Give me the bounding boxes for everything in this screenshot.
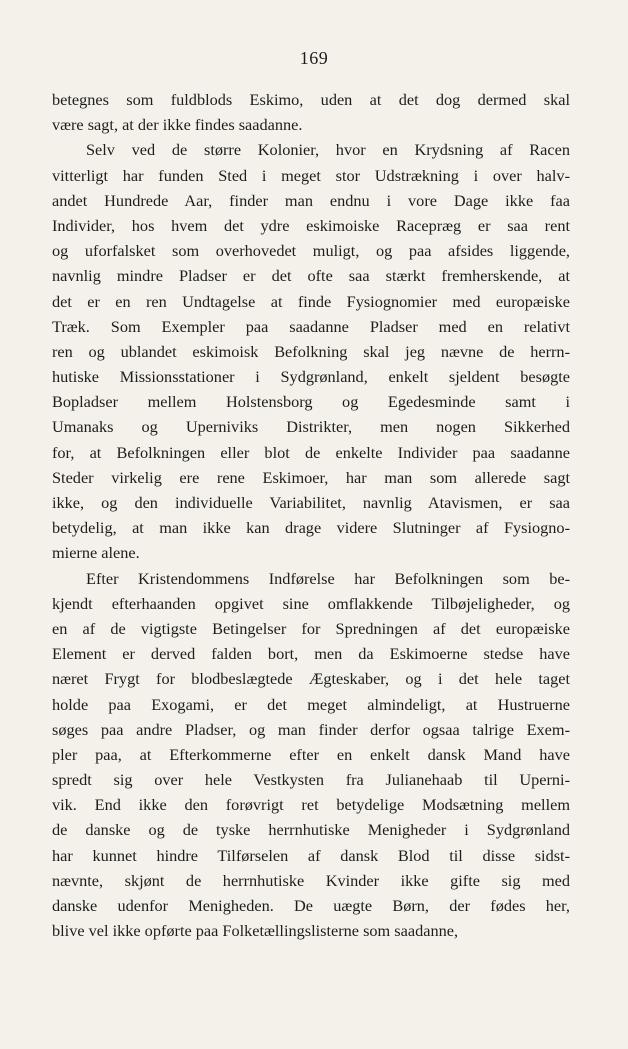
text-line: næret Frygt for blodbeslægtede Ægteskaber, og i det hele taget <box>52 669 570 689</box>
text-line: betegnes som fuldblods Eskimo, uden at det dog dermed skal <box>52 90 570 109</box>
text-line: navnlig mindre Pladser er det ofte saa stærkt fremherskende, at <box>52 266 570 286</box>
text-line: betydelig, at man ikke kan drage videre Slutninger af Fysiogno- <box>52 518 570 538</box>
text-line: Steder virkelig ere rene Eskimoer, har man som allerede sagt <box>52 467 570 487</box>
text-line: Individer, hos hvem det ydre eskimoiske Racepræg er saa rent <box>52 215 570 235</box>
text-line: søges paa andre Pladser, og man finder derfor ogsaa talrige Exem- <box>52 719 570 739</box>
text-line: har kunnet hindre Tilførselen af dansk Blod til disse sidst- <box>52 845 570 865</box>
text-line: blive vel ikke opførte paa Folketællingslisterne som saadanne, <box>52 921 459 941</box>
text-line: Umanaks og Uperniviks Distrikter, men nogen Sikkerhed <box>52 417 570 437</box>
text-line: de danske og de tyske herrnhutiske Menigheder i Sydgrønland <box>52 820 570 840</box>
text-line: andet Hundrede Aar, finder man endnu i vore Dage ikke faa <box>52 190 570 210</box>
text-line: spredt sig over hele Vestkysten fra Julianehaab til Uperni- <box>52 770 570 790</box>
text-line: det er en ren Undtagelse at finde Fysiognomier med europæiske <box>52 291 570 311</box>
text-line: vitterligt har funden Sted i meget stor Udstrækning i over halv- <box>52 165 570 185</box>
text-line: kjendt efterhaanden opgivet sine omflakkende Tilbøjeligheder, og <box>52 593 570 613</box>
text-line: en af de vigtigste Betingelser for Spredningen af det europæiske <box>52 618 570 638</box>
text-line: vik. End ikke den forøvrigt ret betydelige Modsætning mellem <box>52 795 570 815</box>
text-line: Element er derved falden bort, men da Eskimoerne stedse have <box>52 644 570 664</box>
text-line: nævnte, skjønt de herrnhutiske Kvinder ikke gifte sig med <box>52 870 570 890</box>
text-line: pler paa, at Efterkommerne efter en enkelt dansk Mand have <box>52 744 570 764</box>
text-line: danske udenfor Menigheden. De uægte Børn, der fødes her, <box>52 896 570 915</box>
text-line: Træk. Som Exempler paa saadanne Pladser med en relativt <box>52 316 570 336</box>
text-line: mierne alene. <box>52 543 140 563</box>
text-line: ren og ublandet eskimoisk Befolkning skal jeg nævne de herrn- <box>52 341 570 361</box>
text-line: Selv ved de større Kolonier, hvor en Krydsning af Racen <box>86 140 570 160</box>
text-line: Efter Kristendommens Indførelse har Befolkningen som be- <box>86 568 570 588</box>
text-line: for, at Befolkningen eller blot de enkelte Individer paa saadanne <box>52 442 570 462</box>
text-line: holde paa Exogami, er det meget almindeligt, at Hustruerne <box>52 694 570 714</box>
text-line: og uforfalsket som overhovedet muligt, og paa afsides liggende, <box>52 241 570 261</box>
text-line: være sagt, at der ikke findes saadanne. <box>52 115 303 135</box>
text-line: ikke, og den individuelle Variabilitet, navnlig Atavismen, er saa <box>52 493 570 512</box>
text-line: Bopladser mellem Holstensborg og Egedesminde samt i <box>52 392 570 412</box>
body-text <box>52 87 570 943</box>
page-number: 169 <box>299 48 329 68</box>
text-line: hutiske Missionsstationer i Sydgrønland, enkelt sjeldent besøgte <box>52 367 570 387</box>
